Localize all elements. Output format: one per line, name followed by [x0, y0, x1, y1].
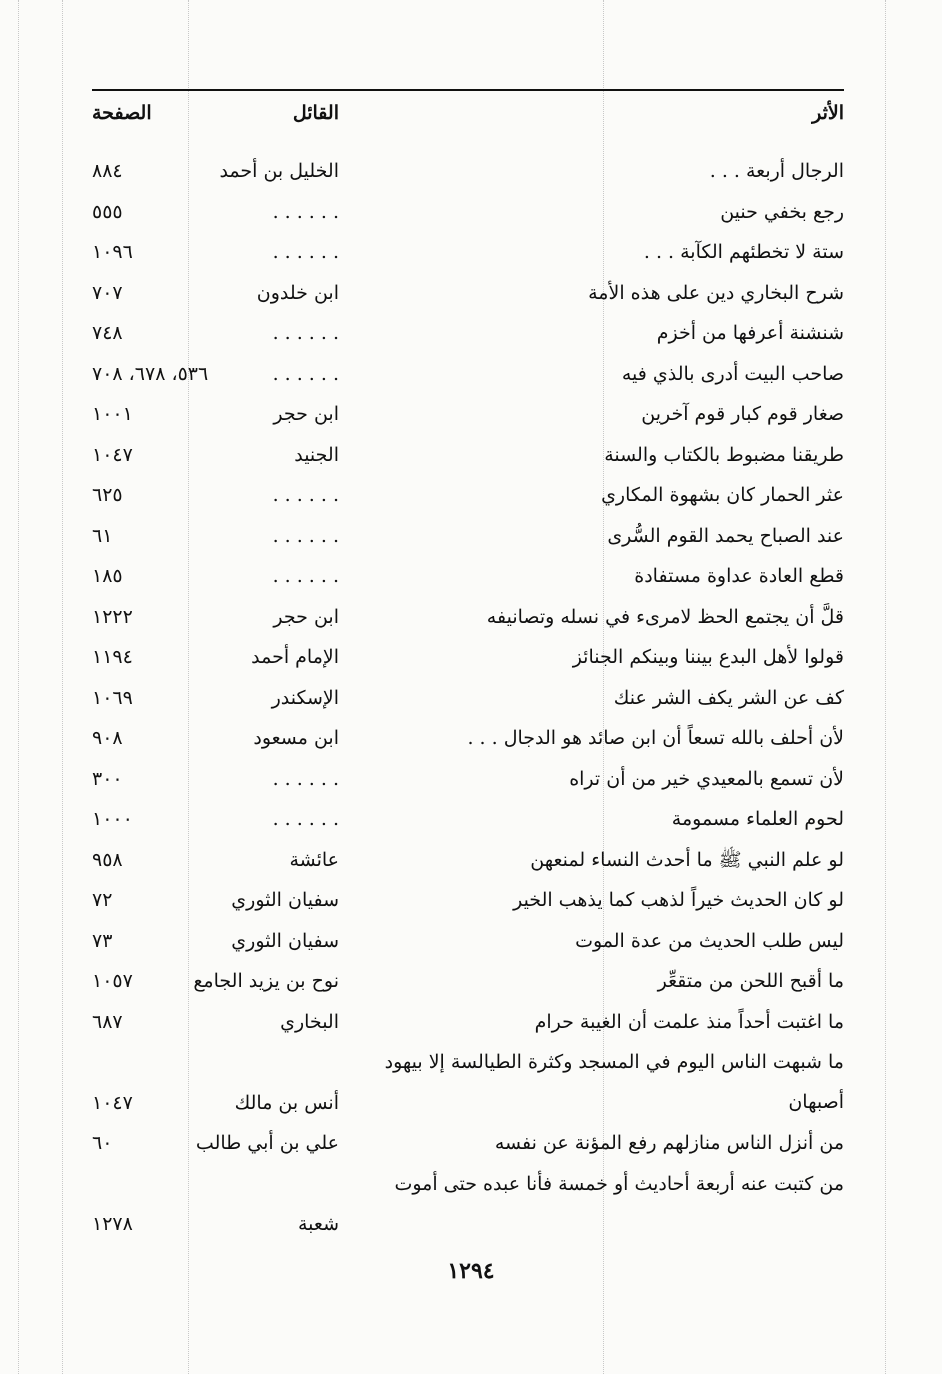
page-ref: ٧٢ [92, 889, 113, 911]
page-ref: ١٢٢٢ [92, 605, 133, 628]
qail-text: ابن مسعود [253, 727, 339, 749]
qail-text: الإسكندر [271, 686, 339, 709]
table-row [92, 232, 844, 273]
qail-text: شعبة [297, 1213, 339, 1235]
athar-text: صاحب البيت أدرى بالذي فيه [621, 362, 844, 385]
qail-text: ابن حجر [273, 403, 339, 425]
athar-text: لأن تسمع بالمعيدي خير من أن تراه [569, 767, 844, 790]
athar-text: كف عن الشر يكف الشر عنك [613, 686, 844, 709]
page-ref: ١٢٧٨ [92, 1213, 133, 1235]
athar-text: ما اغتبت أحداً منذ علمت أن الغيبة حرام [534, 1010, 844, 1033]
qail-text: . . . . . . [272, 524, 339, 547]
page-ref: ١١٩٤ [92, 646, 133, 668]
page-ref: ١٠٦٩ [92, 686, 133, 709]
table-row [92, 151, 844, 192]
page-ref: ١٨٥ [92, 565, 123, 587]
athar-text: شنشنة أعرفها من أخزم [656, 322, 844, 344]
table-row [92, 1002, 844, 1043]
table-row [92, 759, 844, 800]
page-ref: ٦٢٥ [92, 484, 123, 506]
header-athar: الأثر [812, 102, 844, 124]
page-ref: ٦٨٧ [92, 1010, 123, 1033]
qail-text: الجنيد [294, 443, 339, 466]
qail-text: ابن خلدون [256, 281, 339, 304]
page-ref: ٨٨٤ [92, 160, 123, 182]
page-ref: ٧٣ [92, 929, 113, 952]
margin-guide [885, 0, 886, 1374]
qail-text: . . . . . . [272, 767, 339, 790]
athar-text: طريقنا مضبوط بالكتاب والسنة [604, 443, 844, 466]
qail-text: . . . . . . [272, 241, 339, 263]
page-ref: ١٠٠٠ [92, 808, 133, 830]
athar-text: من كتبت عنه أربعة أحاديث أو خمسة فأنا عبده حتى أموت [394, 1172, 844, 1195]
athar-text: رجع بخفي حنين [720, 200, 844, 223]
table-row [92, 880, 844, 921]
athar-text: لو كان الحديث خيراً لذهب كما يذهب الخير [513, 889, 844, 911]
athar-text: ما أقبح اللحن من متقعِّر [657, 970, 844, 992]
qail-text: . . . . . . [272, 200, 339, 223]
header-qail: القائل [292, 102, 339, 124]
qail-text: نوح بن يزيد الجامع [193, 970, 339, 992]
table-row [92, 394, 844, 435]
qail-text: . . . . . . [272, 484, 339, 506]
page-ref: ٦٠ [92, 1132, 113, 1154]
page-ref: ٥٥٥ [92, 200, 123, 223]
table-row [92, 516, 844, 557]
table-row [92, 1123, 844, 1164]
table-row [92, 718, 844, 759]
athar-text: ليس طلب الحديث من عدة الموت [575, 929, 844, 952]
athar-text: عثر الحمار كان بشهوة المكاري [601, 484, 844, 506]
table-row [92, 1042, 844, 1123]
table-row [92, 475, 844, 516]
athar-text: لحوم العلماء مسمومة [671, 808, 844, 830]
athar-text: قولوا لأهل البدع بيننا وبينكم الجنائز [572, 646, 844, 668]
qail-text: سفيان الثوري [231, 889, 339, 911]
table-row [92, 354, 844, 395]
athar-text: الرجال أربعة . . . [709, 160, 844, 182]
table-row [92, 961, 844, 1002]
page-ref: ١٠٩٦ [92, 241, 133, 263]
qail-text: . . . . . . [272, 362, 339, 385]
athar-text: ما شبهت الناس اليوم في المسجد وكثرة الطيالسة إلا بيهود أصبهان [384, 1051, 844, 1113]
qail-text: البخاري [280, 1010, 339, 1033]
qail-text: الخليل بن أحمد [219, 160, 339, 182]
header-page: الصفحة [92, 102, 152, 124]
margin-guide [62, 0, 63, 1374]
table-row [92, 556, 844, 597]
table-row [92, 678, 844, 719]
athar-text: قلَّ أن يجتمع الحظ لامرىء في نسله وتصانيفه [486, 605, 844, 628]
page-ref: ٥٣٦، ٦٧٨، ٧٠٨ [92, 362, 209, 385]
page-ref: ٧٤٨ [92, 322, 123, 344]
page-ref: ٦١ [92, 524, 113, 547]
athar-text: عند الصباح يحمد القوم السُّرى [607, 524, 844, 547]
page-ref: ١٠٤٧ [92, 443, 133, 466]
table-row [92, 921, 844, 962]
athar-text: ستة لا تخطئهم الكآبة . . . [643, 241, 844, 263]
qail-text: علي بن أبي طالب [195, 1132, 339, 1154]
page-ref: ٩٥٨ [92, 848, 123, 871]
qail-text: أنس بن مالك [234, 1091, 339, 1114]
table-row [92, 435, 844, 476]
page-ref: ١٠٠١ [92, 403, 133, 425]
athar-text: شرح البخاري دين على هذه الأمة [588, 281, 844, 304]
table-row [92, 597, 844, 638]
athar-text: قطع العادة عداوة مستفادة [634, 565, 844, 587]
qail-text: ابن حجر [273, 605, 339, 628]
page-ref: ٣٠٠ [92, 767, 123, 790]
table-row [92, 192, 844, 233]
table-row [92, 1164, 844, 1245]
qail-text: . . . . . . [272, 808, 339, 830]
table-row [92, 313, 844, 354]
athar-text: لو علم النبي ﷺ ما أحدث النساء لمنعهن [530, 848, 844, 871]
header-divider [92, 89, 844, 91]
qail-text: . . . . . . [272, 322, 339, 344]
table-row [92, 637, 844, 678]
page-ref: ٧٠٧ [92, 281, 123, 304]
athar-text: من أنزل الناس منازلهم رفع المؤنة عن نفسه [494, 1132, 844, 1154]
table-row [92, 273, 844, 314]
page-ref: ٩٠٨ [92, 727, 123, 749]
athar-text: لأن أحلف بالله تسعاً أن ابن صائد هو الدجال . . . [467, 727, 844, 749]
margin-guide [18, 0, 19, 1374]
qail-text: سفيان الثوري [231, 929, 339, 952]
page-number: ١٢٩٤ [447, 1258, 495, 1284]
table-header [92, 93, 844, 133]
table-row [92, 799, 844, 840]
page-ref: ١٠٥٧ [92, 970, 133, 992]
qail-text: . . . . . . [272, 565, 339, 587]
qail-text: الإمام أحمد [251, 646, 339, 668]
table-row [92, 840, 844, 881]
athar-text: صغار قوم كبار قوم آخرين [641, 403, 844, 425]
page-ref: ١٠٤٧ [92, 1091, 133, 1114]
qail-text: عائشة [289, 848, 339, 871]
